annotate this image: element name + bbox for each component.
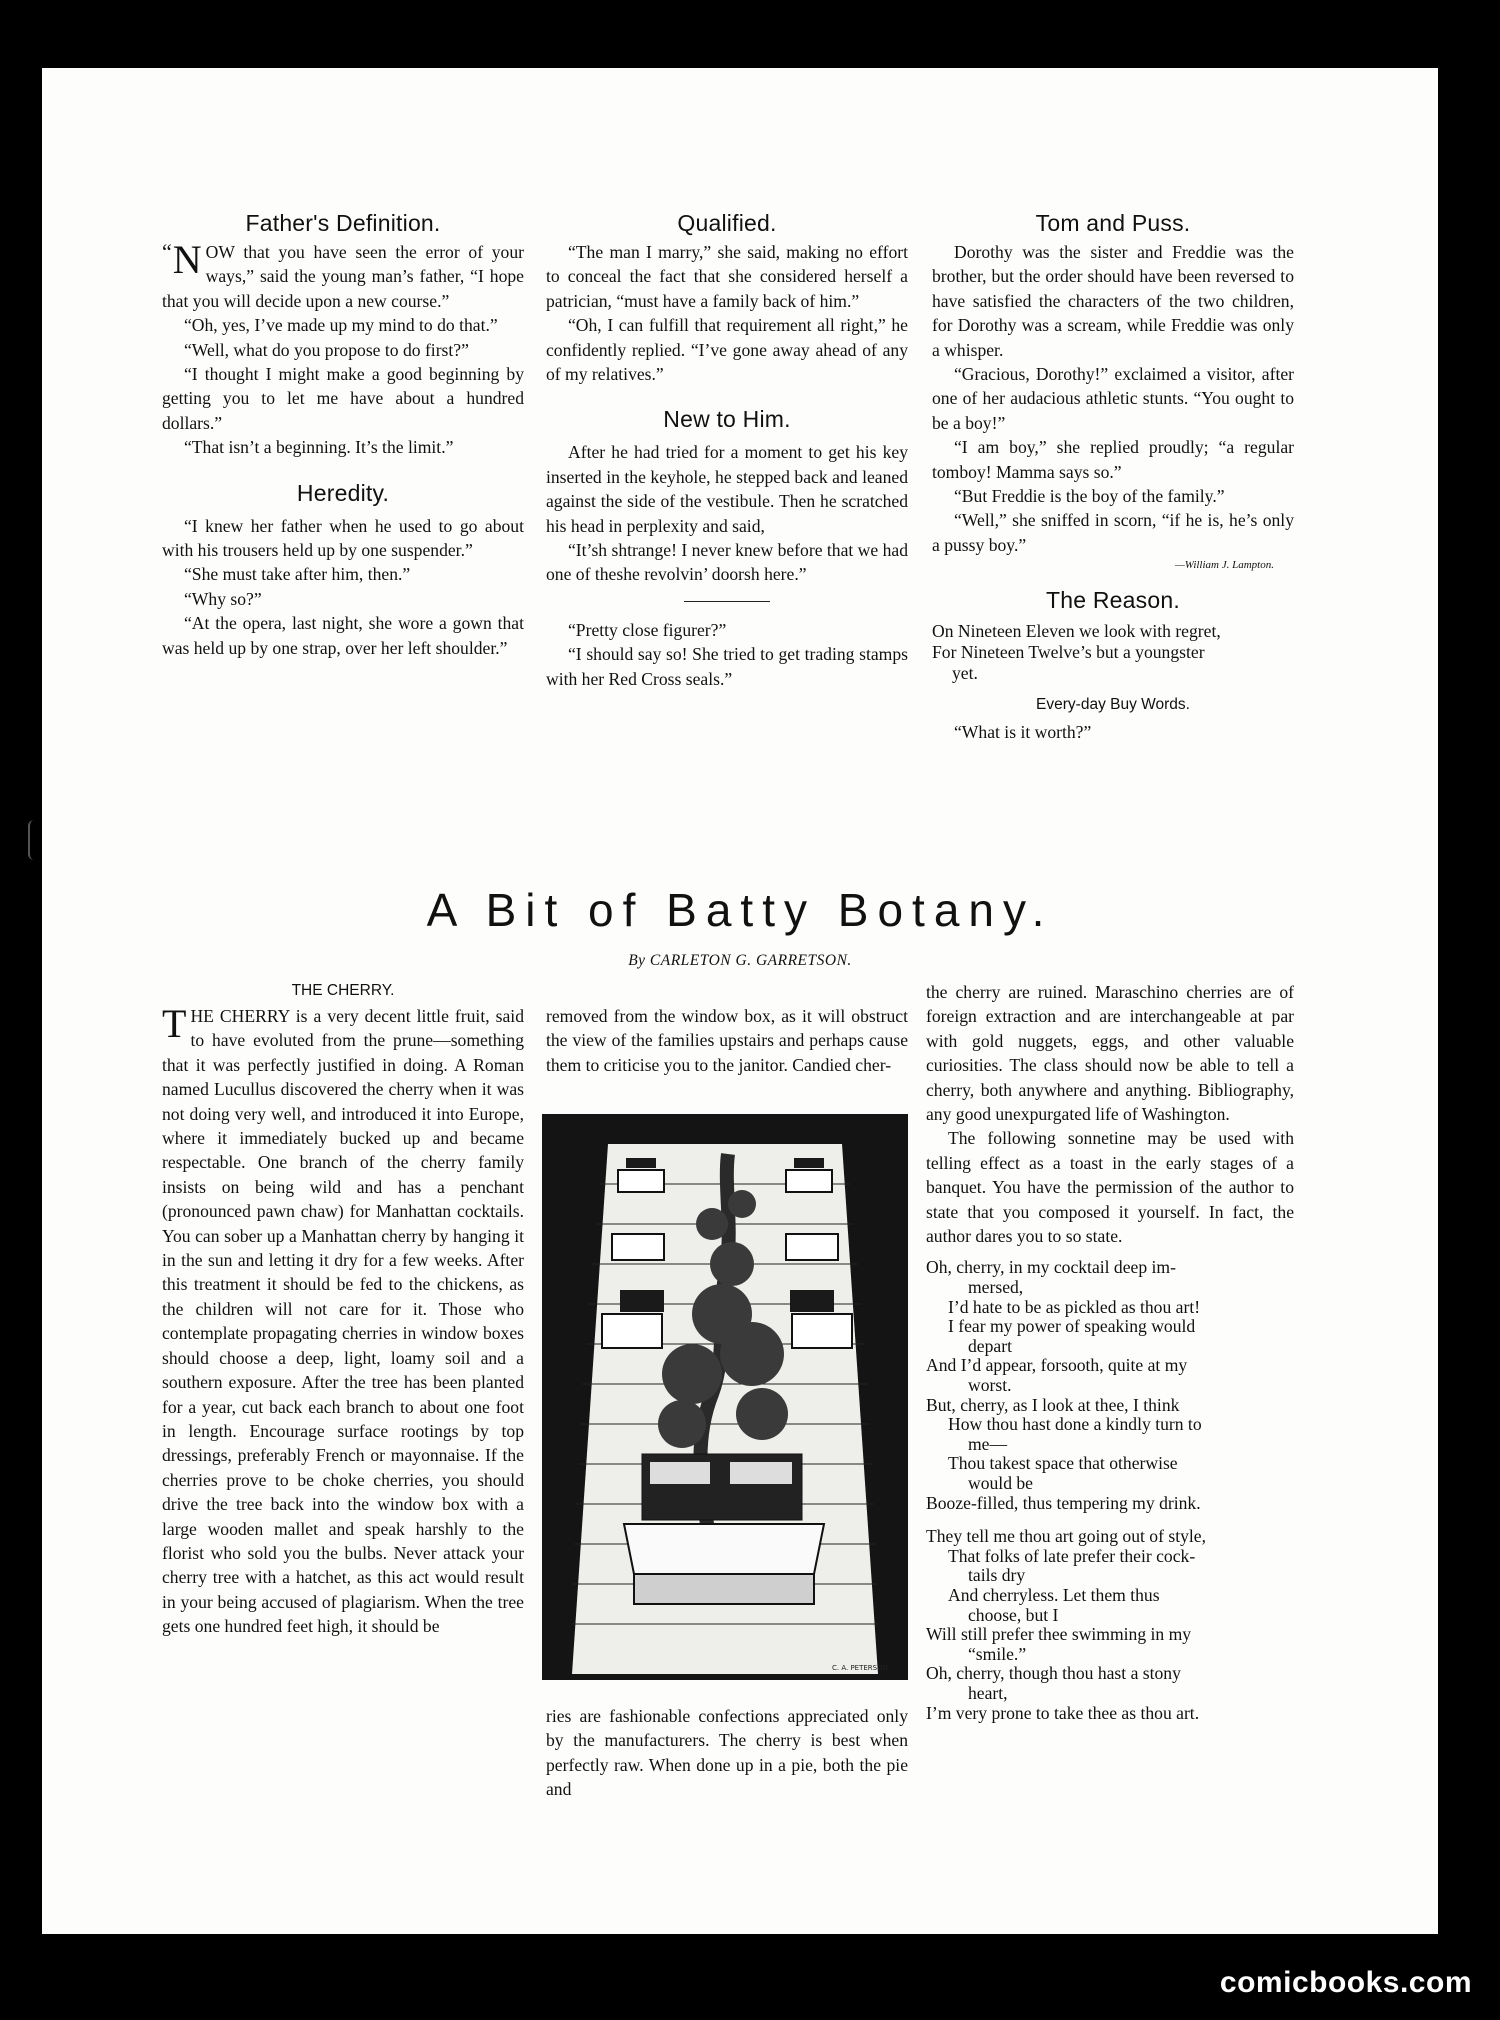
new-to-him-para: “It’sh shtrange! I never knew before that we had one of theshe revolvin’ doorsh here.” [546,540,909,585]
heading-the-reason: The Reason. [1046,587,1180,614]
poem-line: Booze-filled, thus tempering my drink. [926,1492,1201,1513]
cherry-col2-bottom: ries are fashionable confections appreciated only by the manufacturers. The cherry is best when perfectly raw. When done up in a pie, both the pie and [546,1706,908,1800]
poem-line: And cherryless. Let them thus [948,1584,1160,1605]
poem-line: “smile.” [968,1643,1027,1664]
poem-line: choose, but I [968,1604,1059,1625]
poem-line: Thou takest space that otherwise [948,1453,1178,1474]
verse-line: yet. [952,663,978,684]
cherry-col2-top: removed from the window box, as it will obstruct the view of the families upstairs and perhaps cause them to criticise you to the janitor. Candied cher- [546,1006,908,1075]
qualified-para: “Oh, I can fulfill that requirement all right,” he confidently replied. “I’ve gone away ahead of any of my relatives.” [546,315,908,385]
watermark-text: comicbooks.com [1219,1966,1472,1999]
tom-and-puss-para: “Well,” she sniffed in scorn, “if he is, he’s only a pussy boy.” [932,510,1294,555]
sonnetine-poem [926,1258,1294,1723]
tom-and-puss-para: Dorothy was the sister and Freddie was the brother, but the order should have been reversed to have satisfied the characters of the two children, for Dorothy was a scream, while Freddie was only a whisper. [932,242,1294,360]
magazine-page [42,68,1438,1934]
drop-cap-n: N [172,237,202,282]
poem-line: I fear my power of speaking would [948,1316,1196,1337]
poem-stanza [926,1258,1294,1513]
every-day-text: “What is it worth?” [954,722,1092,743]
new-to-him-extra-para: “I should say so! She tried to get trading stamps with her Red Cross seals.” [546,644,908,689]
fathers-definition-para: “That isn’t a beginning. It’s the limit.” [184,437,454,458]
illustrator-signature: C. A. PETERSON [832,1664,888,1672]
heading-qualified: Qualified. [677,210,777,236]
column-1 [162,208,524,660]
article-column-2 [546,1004,908,1077]
heading-tom-and-puss: Tom and Puss. [1035,210,1191,236]
the-reason-verse [932,621,1294,684]
fathers-definition-para: “Oh, yes, I’ve made up my mind to do that.” [184,315,498,336]
page-edge-mark [28,820,42,860]
article-column-1 [162,980,524,1639]
cherry-tree-illustration [542,1114,908,1680]
heredity-para: “At the opera, last night, she wore a gown that was held up by one strap, over her left shoulder.” [162,613,524,658]
tom-and-puss-para: “I am boy,” she replied proudly; “a regular tomboy! Mamma says so.” [932,437,1294,482]
section-heading-the-cherry: THE CHERRY. [291,982,395,999]
section-divider [684,601,770,602]
heading-heredity: Heredity. [296,479,390,506]
poem-line: I’m very prone to take thee as thou art. [926,1702,1200,1723]
tom-and-puss-para: “But Freddie is the boy of the family.” [954,486,1225,507]
poem-line: How thou hast done a kindly turn to [948,1414,1202,1435]
article-column-3 [926,980,1294,1737]
verse-line: On Nineteen Eleven we look with regret, [932,621,1221,642]
drop-cap-t: T [162,1001,187,1046]
heading-fathers-definition: Father's Definition. [245,210,441,236]
poem-line: I’d hate to be as pickled as thou art! [948,1296,1201,1317]
cherry-col3-para: The following sonnetine may be used with telling effect as a toast in the early stages of a banquet. You have the permission of the author to state that you composed it yourself. In fact, the author dares you to so state. [926,1128,1294,1247]
heredity-para: “She must take after him, then.” [184,564,411,585]
poem-line: tails dry [968,1565,1026,1586]
poem-line: would be [968,1473,1033,1493]
poem-line: Will still prefer thee swimming in my [926,1624,1192,1645]
fathers-definition-para: “I thought I might make a good beginning by getting you to let me have about a hundred dollars.” [162,364,524,433]
fathers-definition-para-1: “ N OW that you have seen the error of your ways,” said the young man’s father, “I hope that you will decide upon a new course.” [162,237,524,311]
heredity-para: “Why so?” [184,588,262,609]
poem-line: mersed, [968,1277,1024,1298]
article-column-2-bottom [546,1704,908,1802]
author-attribution: —William J. Lampton. [1174,559,1274,572]
poem-line: worst. [968,1375,1012,1396]
poem-line: They tell me thou art going out of style, [926,1526,1206,1547]
poem-line: depart [968,1335,1012,1356]
poem-line: Oh, cherry, in my cocktail deep im- [926,1257,1176,1278]
poem-line: me— [968,1433,1008,1454]
new-to-him-para: After he had tried for a moment to get his key inserted in the keyhole, he stepped back and leaned against the side of the vestibule. Then he scratched his head in perplexity and said, [546,442,908,536]
article-byline: By CARLETON G. GARRETSON. [628,952,852,969]
fathers-definition-para: “Well, what do you propose to do first?” [184,339,469,360]
verse-line: For Nineteen Twelve’s but a youngster [932,642,1205,663]
poem-line: That folks of late prefer their cock- [948,1545,1196,1566]
poem-stanza [926,1527,1294,1723]
poem-line: heart, [968,1682,1008,1703]
new-to-him-extra-para: “Pretty close figurer?” [568,619,727,640]
heading-every-day-buy-words: Every-day Buy Words. [1036,696,1190,714]
column-3 [932,208,1294,745]
cherry-tree-drawing [542,1114,908,1680]
qualified-para: “The man I marry,” she said, making no effort to conceal the fact that she considered herself a patrician, “must have a family back of him.” [546,242,908,311]
cherry-body-text: THE CHERRY is a very decent little fruit, said to have evoluted from the prune—something that it was perfectly justified in doing. A Roman named Lucullus discovered the cherry when it was not doing very well, and introduced it into Europe, where it immediately bucked up and became respectable. One branch of the cherry family insists on being wild and has a penchant (pronounced pawn chaw) for Manhattan cocktails. You can sober up a Manhattan cherry by hanging it in the sun and letting it dry for a few weeks. After this treatment it should be fed to the chickens, as the children will not care for it. Those who contemplate propagating cherries in window boxes should choose a deep, light, loamy soil and a southern exposure. After the tree has been planted for a year, cut back each branch to about one foot in length. Encourage surface rootings by top dressings, preferably French or mayonnaise. If the cherries prove to be choke cherries, you should drive the tree back into the window box with a large wooden mallet and speak harshly to the florist who sold you the bulbs. Never attack your cherry tree with a hatchet, as this act would result in your being accused of plagiarism. When the tree gets one hundred feet high, it should be [162,1001,524,1637]
heading-new-to-him: New to Him. [663,406,791,433]
cherry-col3-para: the cherry are ruined. Maraschino cherries are of foreign extraction and are interchangeable at par with gold nuggets, eggs, and other valuable curiosities. The class should now be able to tell a cherry, both anywhere and anything. Bibliography, any good unexpurgated life of Washington. [926,982,1294,1125]
column-2 [546,208,908,691]
poem-line: Oh, cherry, though thou hast a stony [926,1663,1181,1684]
article-title: A Bit of Batty Botany. [426,884,1054,936]
poem-line: And I’d appear, forsooth, quite at my [926,1355,1188,1376]
heredity-para: “I knew her father when he used to go about with his trousers held up by one suspender.” [162,515,524,561]
poem-line: But, cherry, as I look at thee, I think [926,1394,1180,1415]
tom-and-puss-para: “Gracious, Dorothy!” exclaimed a visitor, after one of her audacious athletic stunts. “You ought to be a boy!” [932,364,1294,433]
